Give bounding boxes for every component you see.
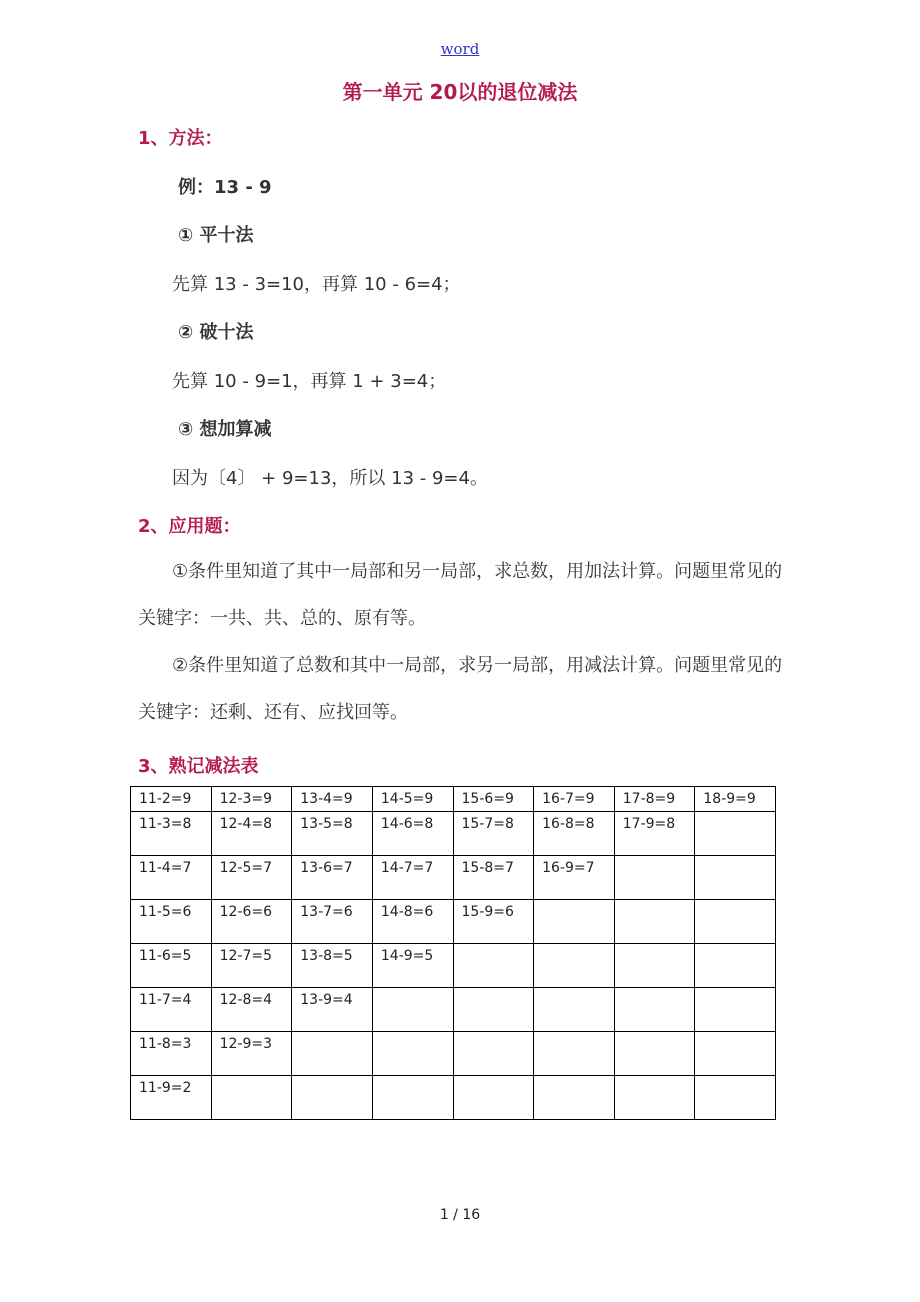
table-cell — [534, 1076, 615, 1120]
table-cell: 11-2=9 — [131, 787, 212, 812]
table-cell — [534, 1032, 615, 1076]
table-cell — [534, 900, 615, 944]
table-cell — [372, 988, 453, 1032]
section-heading-table: 3、熟记减法表 — [138, 756, 259, 777]
table-cell — [211, 1076, 292, 1120]
method2-title: ② 破十法 — [178, 322, 254, 343]
table-row — [131, 1032, 776, 1076]
table-cell — [614, 1032, 695, 1076]
section-heading-method: 1、方法： — [138, 128, 223, 149]
table-cell: 17-9=8 — [614, 812, 695, 856]
method3-text: 因为〔4〕 + 9=13，所以 13 - 9=4。 — [172, 468, 488, 489]
table-cell — [695, 1076, 776, 1120]
table-cell: 16-7=9 — [534, 787, 615, 812]
table-cell: 12-6=6 — [211, 900, 292, 944]
word-problem-paragraph-2: ②条件里知道了总数和其中一局部，求另一局部，用减法计算。问题里常见的关键字：还剩、还有、应找回等。 — [138, 655, 783, 723]
table-cell: 15-7=8 — [453, 812, 534, 856]
table-cell — [453, 1076, 534, 1120]
table-cell: 13-7=6 — [292, 900, 373, 944]
table-cell: 11-8=3 — [131, 1032, 212, 1076]
table-cell: 13-5=8 — [292, 812, 373, 856]
table-cell: 13-9=4 — [292, 988, 373, 1032]
method1-title: ① 平十法 — [178, 225, 254, 246]
table-cell: 12-3=9 — [211, 787, 292, 812]
subtraction-table — [130, 786, 776, 1120]
table-cell — [292, 1076, 373, 1120]
table-cell: 13-8=5 — [292, 944, 373, 988]
table-cell — [292, 1032, 373, 1076]
method3-title: ③ 想加算减 — [178, 419, 272, 440]
table-cell: 12-4=8 — [211, 812, 292, 856]
table-row — [131, 856, 776, 900]
table-cell: 13-6=7 — [292, 856, 373, 900]
table-row — [131, 787, 776, 812]
word-problem-paragraph-1: ①条件里知道了其中一局部和另一局部，求总数，用加法计算。问题里常见的关键字：一共、共、总的、原有等。 — [138, 561, 783, 629]
table-cell: 15-8=7 — [453, 856, 534, 900]
table-cell: 18-9=9 — [695, 787, 776, 812]
page-number: 1 / 16 — [439, 1207, 481, 1223]
table-cell: 12-7=5 — [211, 944, 292, 988]
table-row — [131, 1076, 776, 1120]
table-row — [131, 944, 776, 988]
table-cell: 14-9=5 — [372, 944, 453, 988]
table-cell: 14-6=8 — [372, 812, 453, 856]
table-cell: 11-6=5 — [131, 944, 212, 988]
table-cell — [614, 900, 695, 944]
table-cell — [453, 944, 534, 988]
table-row — [131, 900, 776, 944]
table-cell: 13-4=9 — [292, 787, 373, 812]
table-cell — [614, 944, 695, 988]
example-line: 例：13 - 9 — [178, 177, 272, 198]
table-cell — [695, 900, 776, 944]
method1-text: 先算 13 - 3=10，再算 10 - 6=4； — [172, 274, 461, 295]
table-cell — [614, 1076, 695, 1120]
table-cell — [695, 988, 776, 1032]
table-cell — [372, 1076, 453, 1120]
table-cell: 14-7=7 — [372, 856, 453, 900]
table-row — [131, 812, 776, 856]
table-cell: 12-5=7 — [211, 856, 292, 900]
table-cell: 11-3=8 — [131, 812, 212, 856]
table-cell — [614, 988, 695, 1032]
table-cell — [695, 856, 776, 900]
table-cell — [695, 944, 776, 988]
table-cell: 16-8=8 — [534, 812, 615, 856]
table-cell: 11-9=2 — [131, 1076, 212, 1120]
table-cell: 11-5=6 — [131, 900, 212, 944]
table-cell — [372, 1032, 453, 1076]
table-cell — [453, 988, 534, 1032]
table-cell — [614, 856, 695, 900]
table-cell: 16-9=7 — [534, 856, 615, 900]
table-cell — [695, 1032, 776, 1076]
table-cell: 12-8=4 — [211, 988, 292, 1032]
table-cell — [534, 988, 615, 1032]
page-title: 第一单元 20以的退位减法 — [342, 80, 578, 104]
section-heading-word-problems: 2、应用题： — [138, 516, 241, 537]
table-cell — [453, 1032, 534, 1076]
table-cell: 14-5=9 — [372, 787, 453, 812]
table-cell — [534, 944, 615, 988]
header-word-link[interactable]: word — [440, 40, 480, 58]
table-cell: 15-9=6 — [453, 900, 534, 944]
table-cell: 11-7=4 — [131, 988, 212, 1032]
table-cell: 17-8=9 — [614, 787, 695, 812]
table-cell: 12-9=3 — [211, 1032, 292, 1076]
table-cell: 15-6=9 — [453, 787, 534, 812]
method2-text: 先算 10 - 9=1，再算 1 + 3=4； — [172, 371, 447, 392]
table-cell — [695, 812, 776, 856]
table-row — [131, 988, 776, 1032]
table-cell: 11-4=7 — [131, 856, 212, 900]
table-cell: 14-8=6 — [372, 900, 453, 944]
